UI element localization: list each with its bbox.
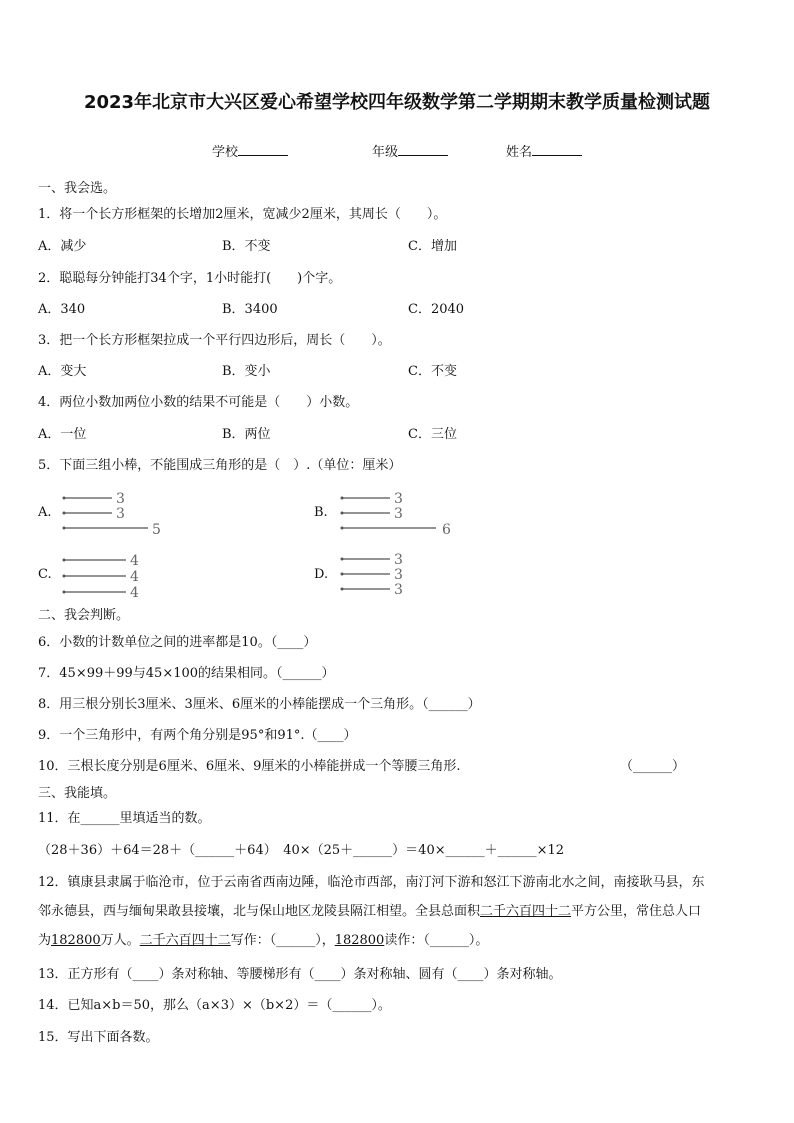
- question-10: 10．三根长度分别是6厘米、6厘米、9厘米的小棒能拼成一个等腰三角形.: [38, 759, 461, 774]
- q5-option-c[interactable]: C.: [38, 567, 52, 582]
- q12-underlined-number: 二千六百四十二: [139, 933, 231, 948]
- school-blank[interactable]: [238, 143, 288, 156]
- question-11: 11．在______里填适当的数。: [38, 811, 211, 826]
- question-12: [38, 868, 758, 955]
- name-field: [506, 141, 582, 160]
- q12-text: 为: [38, 933, 52, 948]
- name-blank[interactable]: [532, 143, 582, 156]
- stick-length-label: 3: [116, 506, 125, 522]
- q2-option-a[interactable]: A．340: [38, 302, 86, 317]
- grade-blank[interactable]: [398, 143, 448, 156]
- q12-text: 邻永德县，西与缅甸果敢县接壤，北与保山地区龙陵县隔江相望。全县总面积: [38, 904, 481, 919]
- q4-option-b[interactable]: B．两位: [222, 427, 271, 442]
- q12-text: 万人。: [100, 933, 140, 948]
- q3-option-c[interactable]: C．不变: [408, 364, 457, 379]
- question-3: 3．把一个长方形框架拉成一个平行四边形后，周长（ ）。: [38, 333, 391, 348]
- stick-length-label: 3: [394, 582, 403, 598]
- section-heading-choose: 一、我会选。: [38, 181, 117, 196]
- section-heading-fill: 三、我能填。: [38, 786, 117, 801]
- q12-line-2: [38, 897, 758, 926]
- q3-option-a[interactable]: A．变大: [38, 364, 87, 379]
- stick-length-label: 3: [394, 491, 403, 507]
- school-field: [212, 141, 288, 160]
- q12-line-1: 12．镇康县隶属于临沧市，位于云南省西南边陲，临沧市西部，南汀河下游和怒江下游南北水之间，南接耿马县，东: [38, 875, 705, 890]
- q3-option-b[interactable]: B．变小: [222, 364, 271, 379]
- stick-length-label: 4: [130, 569, 139, 585]
- question-2: 2．聪聪每分钟能打34个字，1小时能打( )个字。: [38, 271, 342, 286]
- q12-text: 写作：（______），: [230, 933, 335, 948]
- question-8: 8．用三根分别长3厘米、3厘米、6厘米的小棒能摆成一个三角形。（______）: [38, 697, 481, 712]
- stick-length-label: 3: [394, 552, 403, 568]
- q5-option-a[interactable]: A.: [38, 505, 52, 520]
- question-11-expressions: （28＋36）＋64＝28＋（______＋64） 40×（25＋______）＝40×______＋______×12: [38, 843, 565, 858]
- name-label: 姓名: [506, 145, 533, 160]
- q2-option-c[interactable]: C．2040: [408, 302, 465, 317]
- q12-underlined-number: 182800: [334, 933, 385, 948]
- q1-option-a[interactable]: A．减少: [38, 239, 87, 254]
- stick-length-label: 3: [394, 567, 403, 583]
- q12-line-3: [38, 926, 758, 955]
- question-5: 5．下面三组小棒，不能围成三角形的是（ ）.（单位：厘米）: [38, 458, 402, 473]
- q12-text: 读作：（______）。: [384, 933, 489, 948]
- q12-underlined-number: 二千六百四十二: [480, 904, 572, 919]
- question-7: 7．45×99＋99与45×100的结果相同。（______）: [38, 666, 335, 681]
- grade-label: 年级: [372, 145, 399, 160]
- q12-text: 平方公里，常住总人口: [571, 904, 702, 919]
- q10-answer-blank[interactable]: （______）: [620, 759, 686, 774]
- question-14: 14．已知a×b＝50，那么（a×3）×（b×2）＝（______）。: [38, 998, 391, 1013]
- section-heading-judge: 二、我会判断。: [38, 608, 130, 623]
- question-9: 9．一个三角形中，有两个角分别是95°和91°.（____）: [38, 728, 357, 743]
- stick-length-label: 4: [130, 553, 139, 569]
- sticks-figure-b: [338, 490, 468, 540]
- page-title: 2023年北京市大兴区爱心希望学校四年级数学第二学期期末教学质量检测试题: [83, 92, 711, 113]
- stick-length-label: 5: [152, 522, 161, 538]
- stick-length-label: 6: [442, 522, 451, 538]
- q1-option-b[interactable]: B．不变: [222, 239, 271, 254]
- stick-length-label: 3: [394, 506, 403, 522]
- question-4: 4．两位小数加两位小数的结果不可能是（ ）小数。: [38, 395, 359, 410]
- question-1: 1．将一个长方形框架的长增加2厘米，宽减少2厘米，其周长（ ）。: [38, 207, 447, 222]
- stick-length-label: 3: [116, 491, 125, 507]
- q12-underlined-number: 182800: [51, 933, 101, 948]
- q2-option-b[interactable]: B．3400: [222, 302, 278, 317]
- stick-length-label: 4: [130, 585, 139, 601]
- question-15: 15．写出下面各数。: [38, 1030, 159, 1045]
- grade-field: [372, 141, 448, 160]
- q4-option-a[interactable]: A．一位: [38, 427, 87, 442]
- sticks-figure-d: [338, 551, 438, 601]
- q4-option-c[interactable]: C．三位: [408, 427, 457, 442]
- question-6: 6．小数的计数单位之间的进率都是10。（____）: [38, 635, 317, 650]
- q5-option-d[interactable]: D.: [314, 567, 329, 582]
- q5-option-b[interactable]: B.: [314, 505, 328, 520]
- sticks-figure-c: [60, 552, 160, 602]
- school-label: 学校: [212, 145, 239, 160]
- question-13: 13．正方形有（____）条对称轴、等腰梯形有（____）条对称轴、圆有（____）条对称轴。: [38, 967, 562, 982]
- sticks-figure-a: [60, 490, 170, 540]
- q1-option-c[interactable]: C．增加: [408, 239, 457, 254]
